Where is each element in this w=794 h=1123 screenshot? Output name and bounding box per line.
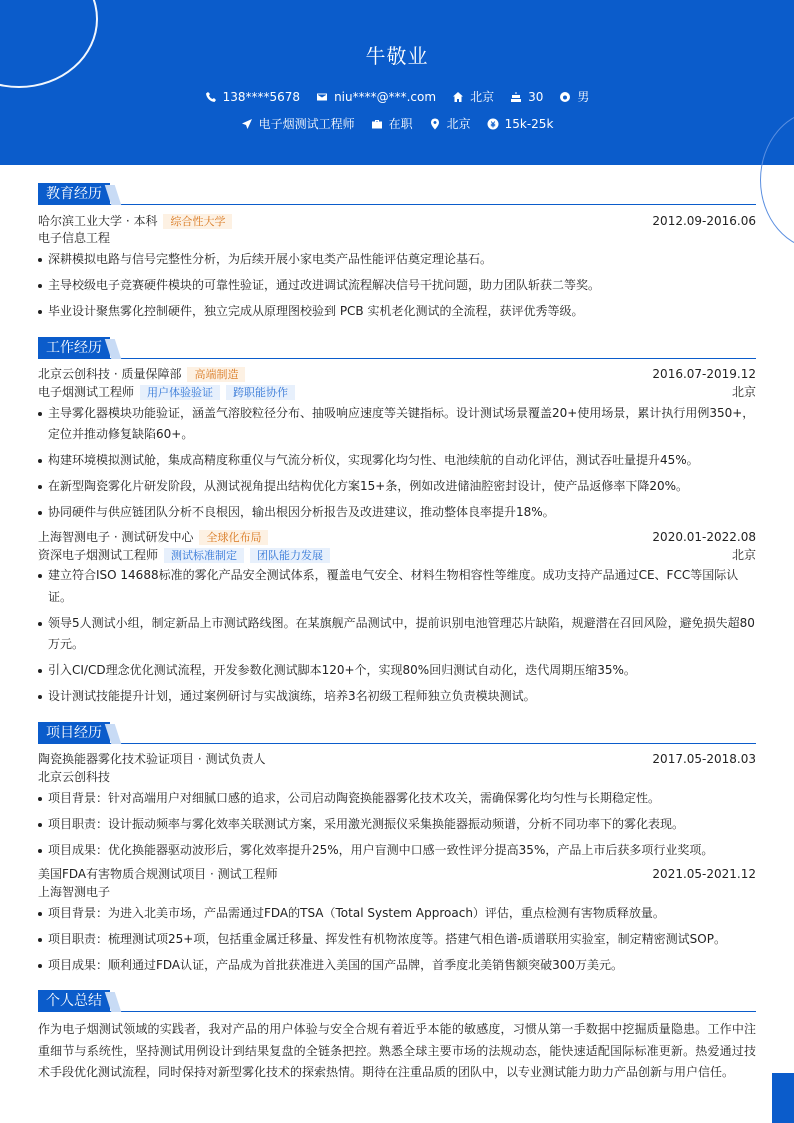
job-bullets bbox=[38, 403, 756, 524]
project-header-row bbox=[38, 866, 756, 884]
location-pin-icon bbox=[429, 118, 441, 130]
home-icon bbox=[452, 91, 464, 103]
section-header bbox=[38, 337, 756, 359]
gender-info bbox=[559, 89, 589, 105]
phone-number: 138****5678 bbox=[222, 90, 301, 104]
project-entry bbox=[38, 751, 756, 862]
education-header-row bbox=[38, 212, 756, 230]
resume-content bbox=[38, 183, 756, 1098]
section-header bbox=[38, 990, 756, 1012]
briefcase-icon bbox=[371, 118, 383, 130]
company-name: 北京云创科技 · 质量保障部 bbox=[38, 367, 182, 381]
job-header-row bbox=[38, 528, 756, 546]
school-name: 哈尔滨工业大学 · 本科 bbox=[38, 213, 158, 228]
phone-info bbox=[205, 89, 300, 105]
section-title: 教育经历 bbox=[38, 183, 110, 205]
list-item: 深耕模拟电路与信号完整性分析，为后续开展小家电类产品性能评估奠定理论基石。 bbox=[38, 249, 756, 271]
education-section bbox=[38, 183, 756, 323]
email-address: niu****@***.com bbox=[334, 90, 437, 104]
send-icon bbox=[241, 118, 253, 130]
list-item: 项目成果：顺利通过FDA认证，产品成为首批获准进入美国的国产品牌，首季度北美销售额突破300万美元。 bbox=[38, 955, 756, 977]
mail-icon bbox=[316, 91, 328, 103]
summary-text: 作为电子烟测试领域的实践者，我对产品的用户体验与安全合规有着近乎本能的敏感度，习惯从第一手数据中挖掘质量隐患。工作中注重细节与系统性，坚持测试用例设计到结果复盘的全链条把控。熟悉全球主要市场的法规动态，能快速适配国际标准更新。热爱通过技术手段优化测试流程，同时保持对新型雾化技术的探索热情。期待在注重品质的团队中，以专业测试能力助力产品创新与用户信任。 bbox=[38, 1022, 756, 1079]
target-city-text: 北京 bbox=[446, 117, 471, 131]
education-bullets bbox=[38, 249, 756, 323]
job-role: 电子烟测试工程师 bbox=[38, 385, 135, 399]
list-item: 引入CI/CD理念优化测试流程，开发参数化测试脚本120+个，实现80%回归测试自动化，迭代周期压缩35%。 bbox=[38, 660, 756, 682]
decorative-bar bbox=[772, 1073, 794, 1123]
job-city: 北京 bbox=[731, 385, 756, 399]
section-header bbox=[38, 183, 756, 205]
education-entry bbox=[38, 212, 756, 323]
list-item: 项目背景：针对高端用户对细腻口感的追求，公司启动陶瓷换能器雾化技术攻关，需确保雾化均匀性与长期稳定性。 bbox=[38, 788, 756, 810]
summary-section bbox=[38, 990, 756, 1084]
job-date: 2020.01-2022.08 bbox=[652, 529, 756, 544]
target-city-info bbox=[429, 116, 471, 132]
cake-icon bbox=[510, 91, 522, 103]
project-date: 2017.05-2018.03 bbox=[652, 752, 756, 766]
email-info bbox=[316, 89, 436, 105]
company-name: 上海智测电子 · 测试研发中心 bbox=[38, 529, 194, 544]
status-text: 在职 bbox=[388, 117, 413, 131]
contact-info-row bbox=[0, 89, 794, 105]
job-entry bbox=[38, 366, 756, 524]
job-bullets bbox=[38, 565, 756, 708]
list-item: 协同硬件与供应链团队分析不良根因，输出根因分析报告及改进建议，推动整体良率提升18%。 bbox=[38, 502, 756, 524]
school-tag: 综合性大学 bbox=[163, 214, 232, 229]
job-role-row bbox=[38, 546, 756, 564]
money-icon bbox=[487, 118, 499, 130]
section-title: 项目经历 bbox=[38, 722, 110, 744]
company-tag: 全球化布局 bbox=[199, 530, 268, 545]
list-item: 构建环境模拟测试舱，集成高精度称重仪与气流分析仪，实现雾化均匀性、电池续航的自动化评估，测试吞吐量提升45%。 bbox=[38, 450, 756, 472]
salary-info bbox=[487, 116, 554, 132]
list-item: 项目职责：设计振动频率与雾化效率关联测试方案，采用激光测振仪采集换能器振动频谱，分析不同功率下的雾化表现。 bbox=[38, 814, 756, 836]
list-item: 主导雾化器模块功能验证，涵盖气溶胶粒径分布、抽吸响应速度等关键指标。设计测试场景覆盖20+使用场景，累计执行用例350+，定位并推动修复缺陷60+。 bbox=[38, 403, 756, 446]
list-item: 建立符合ISO 14688标准的雾化产品安全测试体系，覆盖电气安全、材料生物相容性等维度。成功支持产品通过CE、FCC等国际认证。 bbox=[38, 565, 756, 608]
list-item: 设计测试技能提升计划，通过案例研讨与实战演练，培养3名初级工程师独立负责模块测试。 bbox=[38, 686, 756, 708]
job-header-row bbox=[38, 366, 756, 384]
age-info bbox=[510, 89, 543, 105]
list-item: 项目职责：梳理测试项25+项，包括重金属迁移量、挥发性有机物浓度等。搭建气相色谱-质谱联用实验室，制定精密测试SOP。 bbox=[38, 929, 756, 951]
section-title: 个人总结 bbox=[38, 990, 110, 1012]
list-item: 在新型陶瓷雾化片研发阶段，从测试视角提出结构优化方案15+条，例如改进储油腔密封设计，使产品返修率下降20%。 bbox=[38, 476, 756, 498]
salary-text: 15k-25k bbox=[504, 117, 554, 131]
project-org: 上海智测电子 bbox=[38, 884, 111, 899]
role-tag: 团队能力发展 bbox=[250, 548, 330, 563]
job-date: 2016.07-2019.12 bbox=[652, 367, 756, 381]
job-city: 北京 bbox=[731, 547, 756, 562]
project-date: 2021.05-2021.12 bbox=[652, 867, 756, 881]
list-item: 毕业设计聚焦雾化控制硬件，独立完成从原理图校验到 PCB 实机老化测试的全流程，获评优秀等级。 bbox=[38, 301, 756, 323]
project-header-row bbox=[38, 751, 756, 769]
job-role-row bbox=[38, 384, 756, 402]
company-tag: 高端制造 bbox=[187, 367, 245, 382]
role-tag: 跨职能协作 bbox=[226, 385, 295, 400]
education-date: 2012.09-2016.06 bbox=[652, 213, 756, 228]
job-title-text: 电子烟测试工程师 bbox=[258, 117, 355, 131]
resume-header bbox=[0, 0, 794, 165]
role-tag: 测试标准制定 bbox=[164, 548, 244, 563]
age-text: 30 bbox=[528, 90, 544, 104]
project-org: 北京云创科技 bbox=[38, 769, 111, 784]
projects-section bbox=[38, 722, 756, 977]
phone-icon bbox=[205, 91, 217, 103]
status-info bbox=[371, 116, 413, 132]
list-item: 领导5人测试小组，制定新品上市测试路线图。在某旗舰产品测试中，提前识别电池管理芯片缺陷，规避潜在召回风险，避免损失超80万元。 bbox=[38, 613, 756, 656]
major: 电子信息工程 bbox=[38, 231, 111, 245]
job-title-info bbox=[241, 116, 355, 132]
list-item: 主导校级电子竞赛硬件模块的可靠性验证，通过改进调试流程解决信号干扰问题，助力团队斩获二等奖。 bbox=[38, 275, 756, 297]
list-item: 项目背景：为进入北美市场，产品需通过FDA的TSA（Total System Approach）评估，重点检测有害物质释放量。 bbox=[38, 903, 756, 925]
job-role: 资深电子烟测试工程师 bbox=[38, 547, 159, 562]
location-info bbox=[452, 89, 494, 105]
project-name: 美国FDA有害物质合规测试项目 · 测试工程师 bbox=[38, 867, 278, 881]
role-tag: 用户体验验证 bbox=[140, 385, 220, 400]
project-entry bbox=[38, 866, 756, 977]
candidate-name: 牛敬业 bbox=[365, 44, 429, 68]
gender-icon bbox=[559, 91, 571, 103]
project-bullets bbox=[38, 788, 756, 862]
job-entry bbox=[38, 528, 756, 708]
list-item: 项目成果：优化换能器驱动波形后，雾化效率提升25%，用户盲测中口感一致性评分提高35%，产品上市后获多项行业奖项。 bbox=[38, 840, 756, 862]
job-intent-row bbox=[0, 116, 794, 132]
project-bullets bbox=[38, 903, 756, 977]
location-text: 北京 bbox=[470, 90, 495, 104]
section-title: 工作经历 bbox=[38, 337, 110, 359]
section-header bbox=[38, 722, 756, 744]
gender-text: 男 bbox=[577, 90, 590, 104]
work-section bbox=[38, 337, 756, 708]
project-name: 陶瓷换能器雾化技术验证项目 · 测试负责人 bbox=[38, 752, 266, 766]
